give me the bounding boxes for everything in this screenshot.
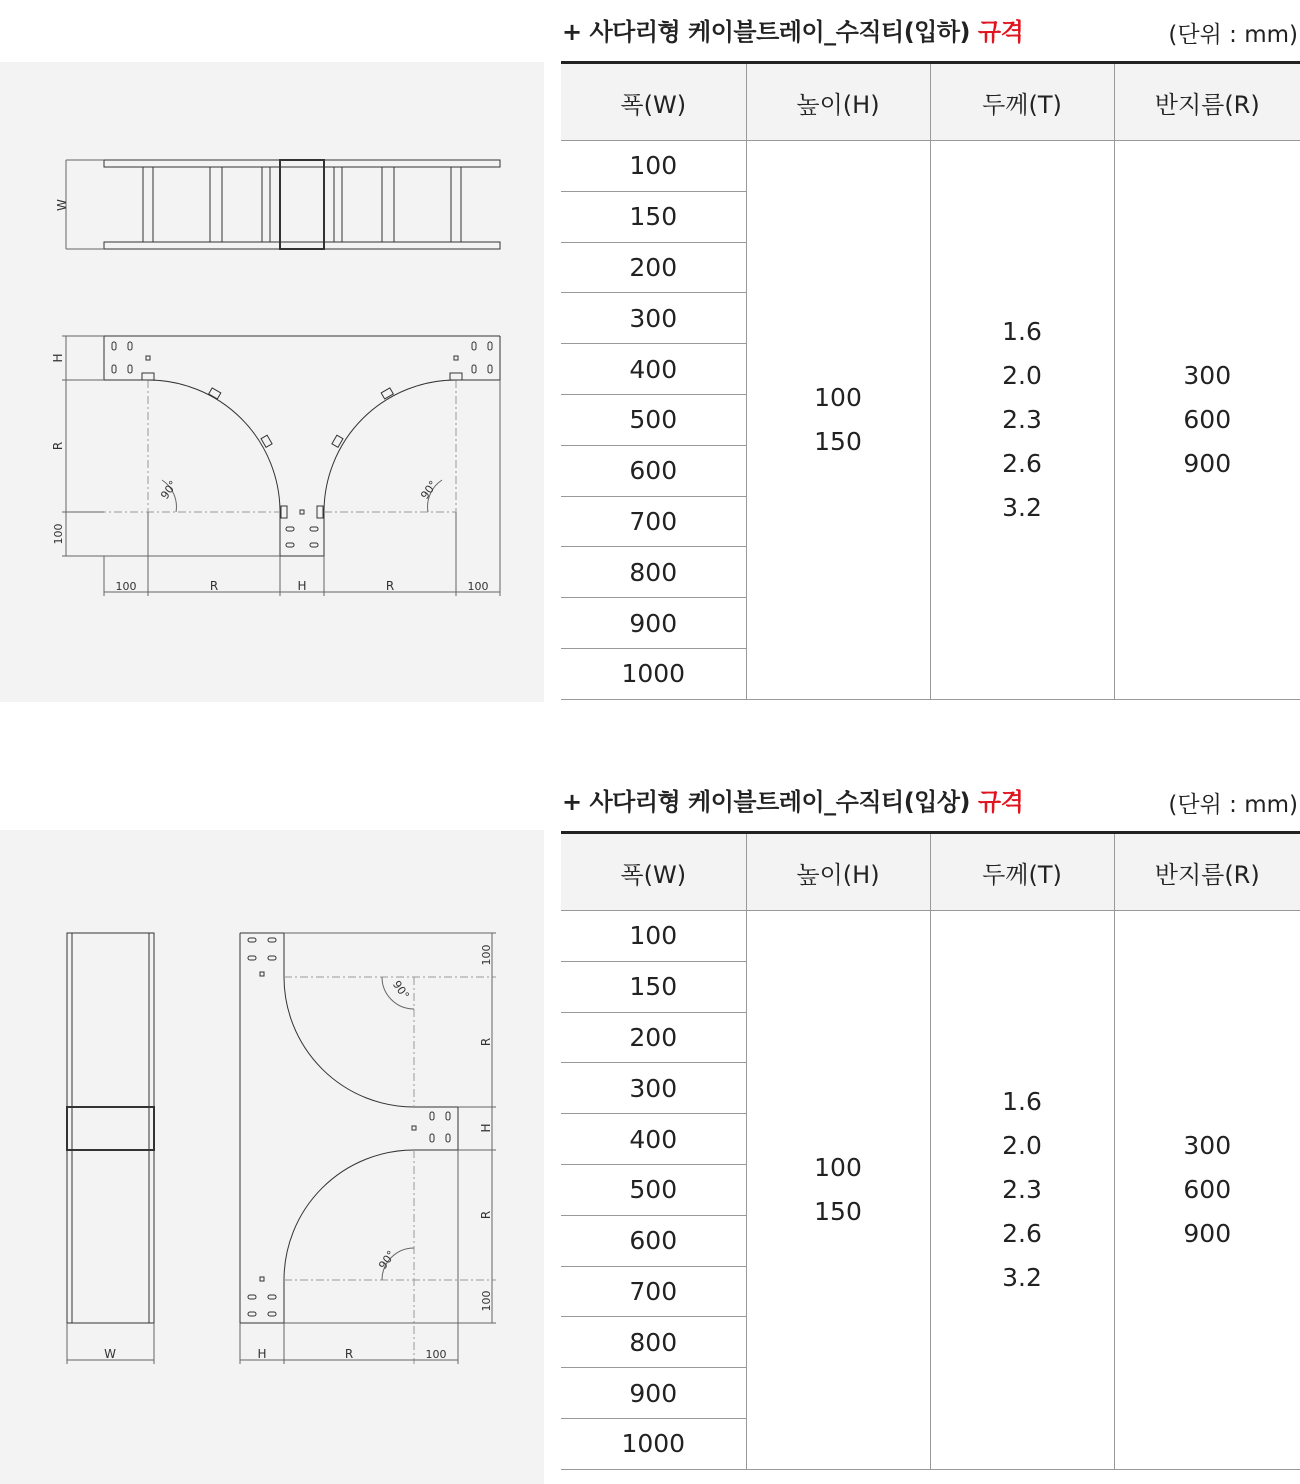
width-cell: 600 [561, 1215, 746, 1266]
dim-r-label-left: R [51, 441, 65, 451]
unit-label: (단위 : mm) [1168, 22, 1298, 48]
radius-value: 600 [1183, 404, 1232, 434]
dim-r-label-br: R [385, 579, 395, 593]
dim-100-label-rb: 100 [480, 1290, 493, 1312]
thickness-value: 3.2 [1002, 1262, 1042, 1292]
dim-h-label-b: H [297, 579, 307, 593]
width-cell: 600 [561, 445, 746, 496]
title-accent: 규격 [977, 788, 1024, 816]
width-cell: 500 [561, 394, 746, 445]
width-cell: 150 [561, 191, 746, 242]
radius-values-cell [1114, 911, 1300, 1470]
angle-label-bottom: 90° [376, 1248, 399, 1272]
dim-100-label-rt: 100 [480, 944, 493, 966]
thickness-value: 2.3 [1002, 1174, 1042, 1204]
ladder-top-view [55, 160, 500, 249]
thickness-value: 1.6 [1002, 1086, 1042, 1116]
height-value: 100 [814, 382, 862, 412]
angle-label-right: 90° [418, 478, 441, 502]
thickness-values-cell [930, 141, 1114, 700]
thickness-value: 2.0 [1002, 1130, 1042, 1160]
dim-r-label-bottom: R [344, 1347, 354, 1361]
radius-value: 900 [1183, 448, 1232, 478]
header-width: 폭(W) [561, 63, 746, 141]
width-cell: 500 [561, 1164, 746, 1215]
thickness-value: 3.2 [1002, 492, 1042, 522]
angle-label-top: 90° [389, 978, 412, 1002]
radius-value: 300 [1183, 1130, 1232, 1160]
width-cell: 400 [561, 344, 746, 395]
width-cell: 150 [561, 961, 746, 1012]
table-row [561, 141, 1300, 192]
height-value: 100 [814, 1152, 862, 1182]
dim-h-label-left: H [51, 353, 65, 363]
width-cell: 400 [561, 1114, 746, 1165]
header-width: 폭(W) [561, 833, 746, 911]
width-cell: 900 [561, 598, 746, 649]
header-thickness: 두께(T) [930, 833, 1114, 911]
table-header-row [561, 63, 1300, 141]
table-header-row [561, 833, 1300, 911]
table-row [561, 911, 1300, 962]
width-cell: 200 [561, 242, 746, 293]
width-cell: 700 [561, 1266, 746, 1317]
height-value: 150 [814, 1196, 862, 1226]
tee-plan-view [51, 336, 500, 596]
dim-h-label-bottom: H [257, 1347, 267, 1361]
radius-value: 300 [1183, 360, 1232, 390]
thickness-values-cell [930, 911, 1114, 1470]
thickness-value: 2.0 [1002, 360, 1042, 390]
spec-table-down [561, 61, 1300, 700]
dim-100-label-left: 100 [52, 523, 65, 545]
width-cell: 800 [561, 547, 746, 598]
dim-100-label-bottom: 100 [425, 1348, 447, 1361]
width-cell: 200 [561, 1012, 746, 1063]
unit-label: (단위 : mm) [1168, 792, 1298, 818]
drawing-svg-down [0, 62, 544, 702]
height-values-cell [746, 911, 930, 1470]
dim-w-label: W [55, 199, 69, 211]
title-main: + 사다리형 케이블트레이_수직티(입하) [562, 18, 971, 46]
width-cell: 700 [561, 496, 746, 547]
dim-r-label-bl: R [209, 579, 219, 593]
radius-value: 600 [1183, 1174, 1232, 1204]
dim-w-label-up: W [104, 1347, 116, 1361]
width-cell: 800 [561, 1317, 746, 1368]
angle-label-left: 90° [158, 478, 181, 502]
width-cell: 300 [561, 293, 746, 344]
dim-r-label-rt: R [479, 1037, 493, 1047]
header-radius: 반지름(R) [1114, 63, 1300, 141]
thickness-value: 2.6 [1002, 448, 1042, 478]
ladder-side-view [67, 933, 154, 1364]
title-main: + 사다리형 케이블트레이_수직티(입상) [562, 788, 971, 816]
dim-100-label-br: 100 [467, 580, 489, 593]
dim-100-label-bl: 100 [115, 580, 137, 593]
header-height: 높이(H) [746, 63, 930, 141]
width-cell: 300 [561, 1063, 746, 1114]
section-title [562, 12, 1023, 47]
height-values-cell [746, 141, 930, 700]
radius-value: 900 [1183, 1218, 1232, 1248]
technical-drawing-up [0, 830, 544, 1484]
technical-drawing-down [0, 62, 544, 702]
drawing-svg-up [0, 830, 544, 1484]
width-cell: 1000 [561, 648, 746, 699]
width-cell: 1000 [561, 1418, 746, 1469]
thickness-value: 1.6 [1002, 316, 1042, 346]
width-cell: 100 [561, 911, 746, 962]
width-cell: 900 [561, 1368, 746, 1419]
thickness-value: 2.6 [1002, 1218, 1042, 1248]
thickness-value: 2.3 [1002, 404, 1042, 434]
spec-table-up [561, 831, 1300, 1470]
height-value: 150 [814, 426, 862, 456]
tee-elevation-view [240, 933, 496, 1364]
header-thickness: 두께(T) [930, 63, 1114, 141]
dim-r-label-rb: R [479, 1210, 493, 1220]
radius-values-cell [1114, 141, 1300, 700]
title-accent: 규격 [977, 18, 1024, 46]
section-title [562, 782, 1023, 817]
width-cell: 100 [561, 141, 746, 192]
header-radius: 반지름(R) [1114, 833, 1300, 911]
dim-h-label-r: H [479, 1123, 493, 1133]
header-height: 높이(H) [746, 833, 930, 911]
